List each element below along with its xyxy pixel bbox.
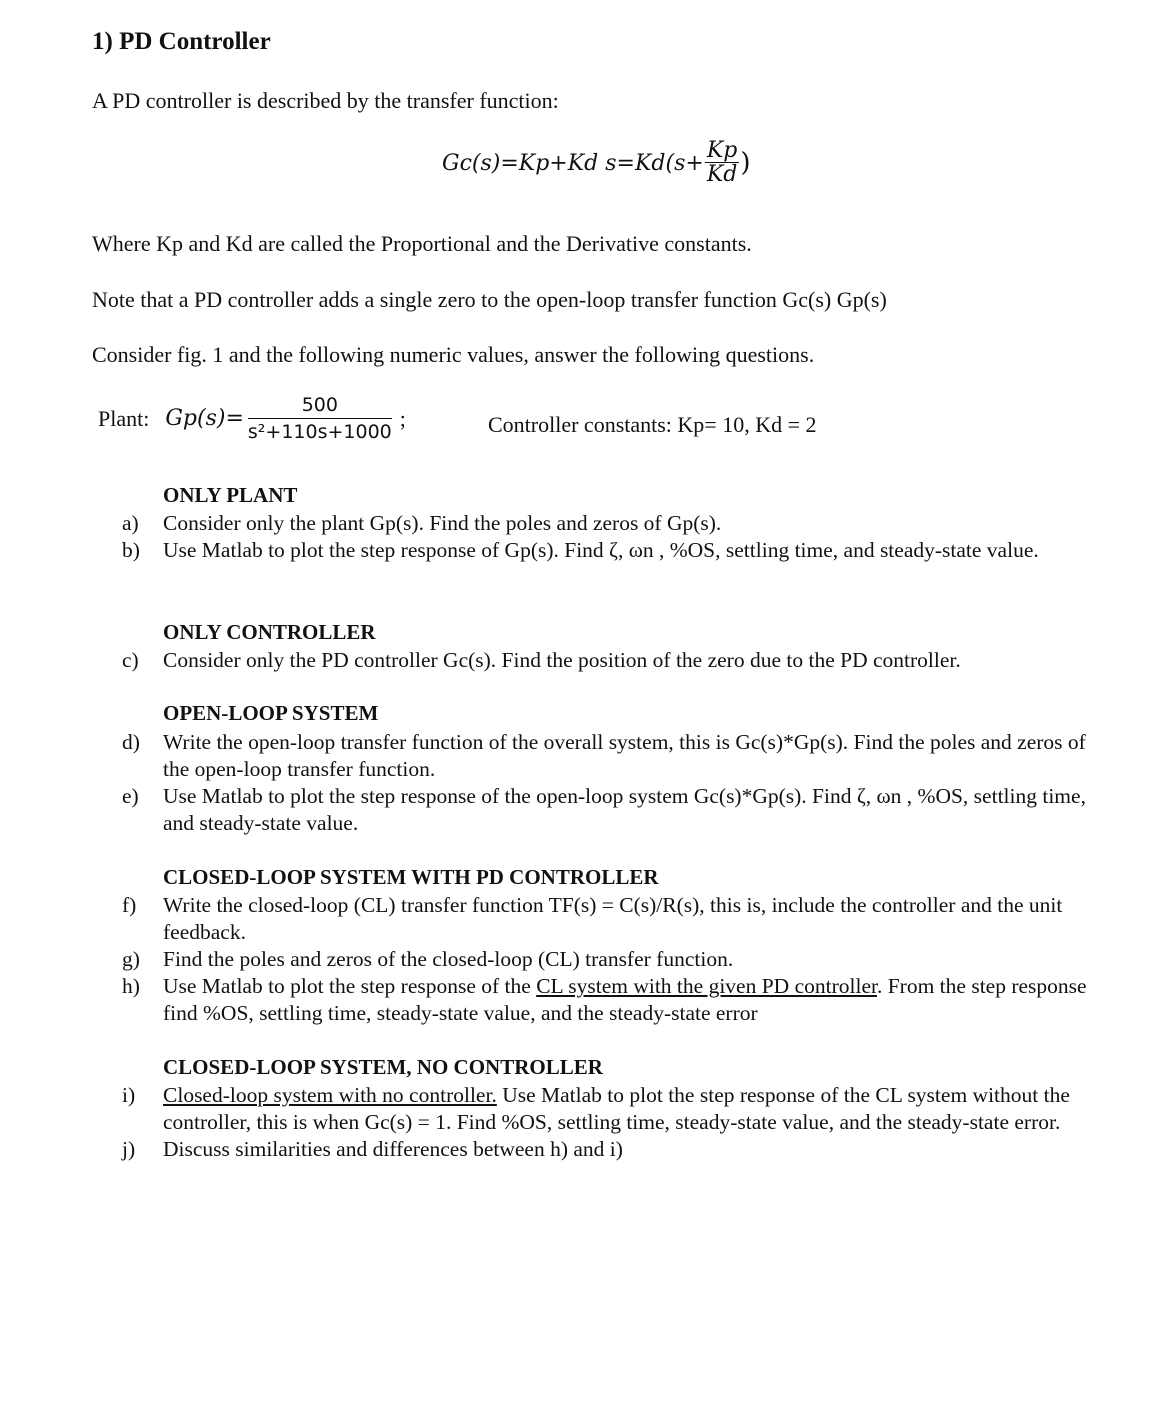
- question-text: Consider only the plant Gp(s). Find the poles and zeros of Gp(s).: [163, 511, 722, 535]
- question-text: Use Matlab to plot the step response of the open-loop system Gc(s)*Gp(s). Find ζ, ωn , %OS, settling time, and steady-state value.: [163, 784, 1086, 835]
- question-text-post: . From the step response find %OS, settling time, steady-state value, and the steady-state error: [163, 974, 1087, 1025]
- question-label: h): [122, 974, 140, 998]
- question-label: d): [122, 730, 140, 754]
- note-text: Note that a PD controller adds a single zero to the open-loop transfer function Gc(s) Gp(s): [92, 287, 887, 312]
- question-text: Write the closed-loop (CL) transfer function TF(s) = C(s)/R(s), this is, include the controller and the unit feedback.: [163, 893, 1063, 944]
- consider-text: Consider fig. 1 and the following numeric values, answer the following questions.: [92, 342, 815, 367]
- question-label: b): [122, 538, 140, 562]
- controller-constants: Controller constants: Kp= 10, Kd = 2: [488, 412, 817, 437]
- question-list-only-plant: [122, 510, 1092, 564]
- section-heading-closed-loop-pd: CLOSED-LOOP SYSTEM WITH PD CONTROLLER: [163, 865, 659, 889]
- question-text: Write the open-loop transfer function of the overall system, this is Gc(s)*Gp(s). Find the poles and zeros of the open-loop transfer function.: [163, 730, 1086, 781]
- question-text-pre: Use Matlab to plot the step response of the: [163, 974, 537, 998]
- section-heading-closed-loop-no-controller: CLOSED-LOOP SYSTEM, NO CONTROLLER: [163, 1055, 603, 1079]
- equation-close-paren: ): [740, 148, 751, 179]
- question-list-only-controller: [122, 647, 1092, 674]
- question-label: i): [122, 1083, 136, 1107]
- plant-equation: [98, 394, 406, 443]
- question-text: [163, 973, 1092, 1027]
- question-list-closed-loop-no-controller: [122, 1082, 1092, 1163]
- question-d: [122, 729, 1092, 783]
- question-text: Find the poles and zeros of the closed-loop (CL) transfer function.: [163, 947, 734, 971]
- question-text: Use Matlab to plot the step response of Gp(s). Find ζ, ωn , %OS, settling time, and steady-state value.: [163, 538, 1039, 562]
- question-j: [122, 1136, 1092, 1163]
- equation-lhs: Gc(s)=Kp+Kd s=Kd(s+: [442, 150, 704, 176]
- question-e: [122, 783, 1092, 837]
- question-list-open-loop: [122, 729, 1092, 837]
- plant-label: Plant:: [98, 405, 150, 431]
- question-text-underlined: Closed-loop system with no controller.: [163, 1083, 497, 1107]
- question-label: g): [122, 947, 140, 971]
- question-h: [122, 973, 1092, 1027]
- plant-separator: ;: [399, 405, 406, 431]
- question-c: [122, 647, 1092, 674]
- question-g: [122, 946, 1092, 973]
- question-label: c): [122, 648, 139, 672]
- plant-lhs: Gp(s)=: [165, 406, 244, 431]
- question-text: [163, 1082, 1092, 1136]
- equation-fraction-numerator: Kp: [706, 138, 738, 163]
- question-label: j): [122, 1137, 136, 1161]
- question-list-closed-loop-pd: [122, 892, 1092, 1027]
- question-f: [122, 892, 1092, 946]
- question-label: e): [122, 784, 139, 808]
- section-heading-only-plant: ONLY PLANT: [163, 483, 298, 507]
- section-heading-only-controller: ONLY CONTROLLER: [163, 620, 376, 644]
- intro-text: A PD controller is described by the transfer function:: [92, 88, 559, 113]
- transfer-function-equation: [442, 140, 751, 186]
- question-label: f): [122, 893, 137, 917]
- question-text: Consider only the PD controller Gc(s). Find the position of the zero due to the PD controller.: [163, 648, 961, 672]
- question-a: [122, 510, 1092, 537]
- question-text-underlined: CL system with the given PD controller: [536, 974, 877, 998]
- section-heading-open-loop: OPEN-LOOP SYSTEM: [163, 701, 379, 725]
- equation-fraction: [705, 140, 740, 186]
- question-label: a): [122, 511, 139, 535]
- question-i: [122, 1082, 1092, 1136]
- question-text-post: Use Matlab to plot the step response of the CL system without the controller, this is when Gc(s) = 1. Find %OS, settling time, steady-state value, and the steady-state error.: [163, 1083, 1070, 1134]
- where-text: Where Kp and Kd are called the Proportional and the Derivative constants.: [92, 231, 752, 256]
- plant-fraction: [248, 394, 392, 443]
- question-text: Discuss similarities and differences between h) and i): [163, 1137, 623, 1161]
- equation-fraction-denominator: Kd: [706, 162, 738, 187]
- question-b: [122, 537, 1092, 564]
- page-title: 1) PD Controller: [92, 28, 271, 55]
- plant-numerator: 500: [248, 394, 392, 419]
- plant-denominator: s²+110s+1000: [247, 421, 392, 443]
